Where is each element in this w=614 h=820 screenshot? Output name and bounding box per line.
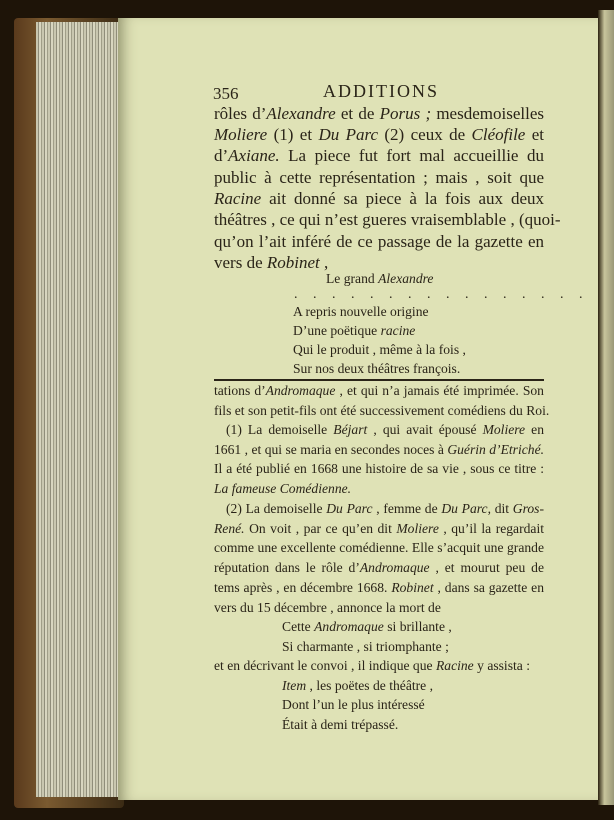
italic-text: Gros- (512, 501, 544, 516)
text-run: La piece fut fort mal accueillie du (279, 146, 544, 165)
italic-text: Robinet (391, 580, 434, 595)
text-run: d’ (214, 146, 229, 165)
italic-text: Du Parc (441, 501, 488, 516)
footnote-line (214, 480, 544, 498)
italic-text: Alexandre (378, 271, 434, 286)
footnote-line (282, 638, 449, 656)
text-run: Qui le produit , même à la fois , (293, 342, 466, 357)
footnote-line (214, 441, 544, 459)
text-run: (2) La demoiselle (226, 501, 327, 516)
text-run: fils et son petit-fils ont été successivement comédiens du Roi. (214, 403, 550, 418)
italic-text: Cléofile (471, 125, 526, 144)
text-run: théâtres , ce qui n’est gueres vraisemblable , (quoi- (214, 210, 561, 229)
text-run: , qu’il la regardait (438, 521, 544, 536)
text-run: et en décrivant le convoi , il indique que (214, 658, 436, 673)
footnote-line (282, 677, 433, 695)
text-run: mesdemoiselles (431, 104, 544, 123)
text-run: (1) et (267, 125, 319, 144)
text-run: Le grand (326, 271, 379, 286)
body-line (214, 125, 544, 145)
footnote-line (214, 599, 544, 617)
body-line (214, 104, 544, 124)
italic-text: Andromaque (265, 383, 336, 398)
footnote-line (214, 460, 544, 478)
italic-text: René. (214, 521, 245, 536)
footnote-line (214, 402, 550, 420)
verse-line (293, 303, 429, 321)
italic-text: Guérin d’Etriché. (447, 442, 544, 457)
italic-text: Moliere (482, 422, 526, 437)
footnote-line (214, 382, 544, 400)
page-edges (36, 22, 120, 797)
text-run: vers du 15 décembre , annonce la mort de (214, 600, 441, 615)
text-run: rôles d’ (214, 104, 267, 123)
ellipsis-dots: . . . . . . . . . . . . . . . . (294, 287, 589, 302)
text-run: On voit , par ce qu’en dit (244, 521, 397, 536)
text-run: , dit (487, 501, 513, 516)
text-run: Cette (282, 619, 315, 634)
text-run: public à cette représentation ; mais , soit que (214, 168, 544, 187)
text-run: y assista : (473, 658, 530, 673)
italic-text: Béjart (333, 422, 368, 437)
footnote-line (282, 696, 425, 714)
text-run: , (319, 253, 329, 272)
italic-text: Racine (435, 658, 474, 673)
text-run: , les poëtes de théâtre , (306, 678, 433, 693)
text-run: ait donné sa piece à la fois aux deux (261, 189, 544, 208)
text-run: qu’on l’ait inféré de ce passage de la gazette en (214, 232, 544, 251)
text-run: , femme de (372, 501, 442, 516)
footnote-line (214, 539, 544, 557)
italic-text: Item (282, 678, 307, 693)
text-run: réputation dans le rôle d’ (214, 560, 360, 575)
text-run: comme une excellente comédienne. Elle s’acquit une grande (214, 540, 544, 555)
text-run: 1661 , et qui se maria en secondes noces à (214, 442, 448, 457)
italic-text: Axiane. (228, 146, 280, 165)
text-run: Sur nos deux théâtres françois. (293, 361, 461, 376)
running-title: ADDITIONS (323, 81, 439, 101)
text-run: A repris nouvelle origine (293, 304, 429, 319)
text-run: Si charmante , si triomphante ; (282, 639, 449, 654)
text-run: Dont l’un le plus intéressé (282, 697, 425, 712)
italic-text: Moliere (396, 521, 439, 536)
italic-text: La fameuse Comédienne. (214, 481, 352, 496)
italic-text: Du Parc (318, 125, 379, 144)
italic-text: Moliere (214, 125, 268, 144)
text-run: vers de (214, 253, 267, 272)
italic-text: Alexandre (266, 104, 336, 123)
footnote-line (214, 579, 544, 597)
text-run: et de (335, 104, 380, 123)
footnote-line (214, 559, 544, 577)
verse-line (293, 322, 415, 340)
footnote-line (226, 500, 544, 518)
footnote-line (282, 618, 452, 636)
text-run: en (525, 422, 544, 437)
footnote-line (226, 421, 544, 439)
footnote-rule (214, 379, 544, 381)
text-run: si brillante , (383, 619, 452, 634)
italic-text: racine (380, 323, 416, 338)
footnote-line (214, 657, 544, 675)
text-run: , qui avait épousé (367, 422, 483, 437)
text-run: et (525, 125, 544, 144)
italic-text: Andromaque (359, 560, 430, 575)
body-line (214, 232, 544, 252)
italic-text: Robinet (266, 253, 320, 272)
verse-line (293, 360, 460, 378)
text-run: tems après , en décembre 1668. (214, 580, 392, 595)
text-run: , et qui n’a jamais été imprimée. Son (335, 383, 544, 398)
verse-intro (326, 270, 433, 288)
text-run: , et mourut peu de (429, 560, 544, 575)
italic-text: Andromaque (314, 619, 384, 634)
verse-line (293, 341, 466, 359)
footnote-line (282, 716, 398, 734)
italic-text: Du Parc (326, 501, 373, 516)
italic-text: Racine (214, 189, 262, 208)
text-run: D’une poëtique (293, 323, 381, 338)
text-run: (2) ceux de (378, 125, 472, 144)
italic-text: Porus ; (379, 104, 432, 123)
footnote-line (214, 520, 544, 538)
body-line (214, 168, 544, 188)
page-number: 356 (213, 84, 239, 103)
body-line (214, 210, 561, 230)
text-run: , dans sa gazette en (433, 580, 544, 595)
text-run: (1) La demoiselle (226, 422, 334, 437)
text-run: Il a été publié en 1668 une histoire de sa vie , sous ce titre : (214, 461, 544, 476)
facing-page-edge (598, 10, 614, 805)
body-line (214, 189, 544, 209)
text-run: Était à demi trépassé. (282, 717, 399, 732)
text-run: tations d’ (214, 383, 266, 398)
body-line (214, 146, 544, 166)
